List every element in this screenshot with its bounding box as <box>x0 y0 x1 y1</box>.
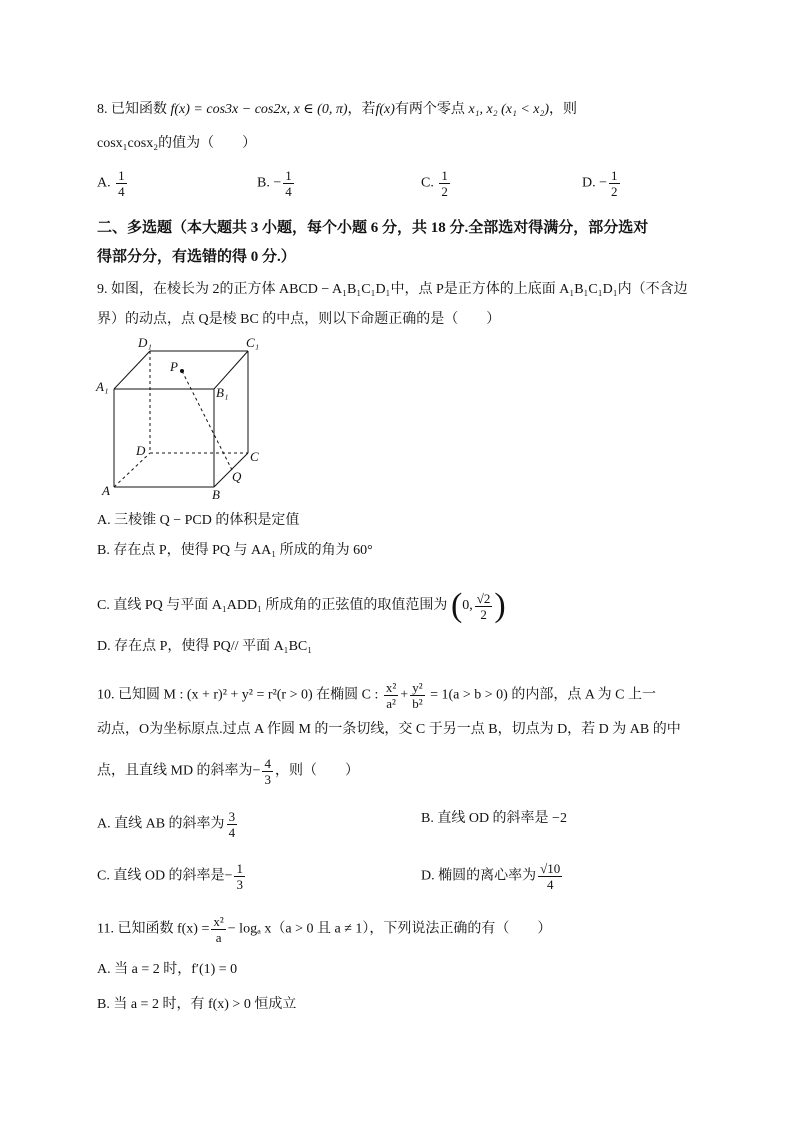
option-d-fraction <box>538 861 562 892</box>
label-p: P <box>170 359 178 374</box>
label-b1: B₁ <box>216 385 229 400</box>
option-fraction <box>116 168 127 199</box>
option-label: B. <box>257 175 270 191</box>
option-sign: − <box>599 175 608 191</box>
denominator: 2 <box>441 184 448 199</box>
option-fraction <box>609 168 620 199</box>
denominator: a <box>211 929 225 945</box>
numerator: x² <box>213 914 224 929</box>
q10-text-pre: 10. 已知圆 M : (x + r)² + y² = r²(r > 0) 在椭圆 C : <box>97 687 379 703</box>
edge-b1-c1 <box>214 351 248 389</box>
numerator: y² <box>412 680 423 695</box>
q10-line1 <box>97 680 656 711</box>
ellipse-y-fraction <box>410 680 424 711</box>
denominator: 3 <box>264 772 271 787</box>
q8-line1 <box>97 100 577 120</box>
option-c-sign: − <box>224 868 233 884</box>
denominator: 4 <box>118 184 125 199</box>
q8-function: f(x) = cos3x − cos2x, x ∈ (0, π) <box>170 102 348 117</box>
q11-option-a[interactable]: A. 当 a = 2 时，f′(1) = 0 <box>97 962 238 977</box>
q10-text-post: = 1(a > b > 0) 的内部，点 A 为 C 上一 <box>430 687 656 703</box>
option-fraction <box>283 168 294 199</box>
option-a-fraction <box>227 809 238 840</box>
q8-option-d[interactable] <box>582 168 622 199</box>
label-c: C <box>250 449 259 464</box>
section2-heading-line1: 二、多选题（本大题共 3 小题，每个小题 6 分，共 18 分.全部选对得满分，部分选对 <box>97 220 649 236</box>
left-paren: ( <box>450 587 463 624</box>
ellipse-x-fraction <box>384 680 398 711</box>
plus-sign: + <box>400 687 409 703</box>
option-label: A. <box>97 175 111 191</box>
q9-option-a[interactable]: A. 三棱锥 Q − PCD 的体积是定值 <box>97 513 300 528</box>
interval-upper-fraction <box>475 591 493 622</box>
label-c1: C₁ <box>246 335 260 350</box>
q9-option-d[interactable]: D. 存在点 P，使得 PQ// 平面 A₁BC₁ <box>97 639 313 654</box>
label-a: A <box>102 483 110 498</box>
label-d: D <box>136 443 146 458</box>
q8-stem: 8. 已知函数 <box>97 102 167 117</box>
numerator: 1 <box>611 168 618 183</box>
q10-line3-end: ，则（ ） <box>274 763 359 779</box>
q8-stem-mid2: 有两个零点 <box>394 102 465 117</box>
q8-option-a[interactable] <box>97 168 129 199</box>
point-p <box>180 369 184 373</box>
option-fraction <box>439 168 450 199</box>
denominator: 4 <box>285 184 292 199</box>
q11-text-pre: 11. 已知函数 f(x) = <box>97 921 210 937</box>
slope-sign: − <box>252 763 261 779</box>
label-b: B <box>212 487 220 502</box>
option-label: C. <box>421 175 434 191</box>
numerator: 4 <box>264 756 271 771</box>
q11-stem <box>97 914 551 945</box>
q10-option-c[interactable] <box>97 861 247 892</box>
label-d1: D₁ <box>138 335 152 350</box>
q10-option-d[interactable] <box>421 861 564 892</box>
numerator: 1 <box>118 168 125 183</box>
q8-zeros: x₁, x₂ (x₁ < x₂) <box>468 102 550 117</box>
option-c-text: C. 直线 PQ 与平面 A₁ADD₁ 所成角的正弦值的取值范围为 <box>97 598 448 614</box>
q9-line2: 界）的动点，点 Q是棱 BC 的中点，则以下命题正确的是（ ） <box>97 312 501 327</box>
q11-fraction <box>211 914 225 945</box>
q10-line3 <box>97 756 359 787</box>
option-label: D. <box>582 175 596 191</box>
interval-lower: 0, <box>462 598 473 614</box>
q9-line1: 9. 如图，在棱长为 2的正方体 ABCD − A₁B₁C₁D₁中，点 P是正方体的上底面 A₁B₁C₁D₁内（不含边 <box>97 282 688 297</box>
right-paren: ) <box>494 587 506 624</box>
q11-option-b[interactable]: B. 当 a = 2 时，有 f(x) > 0 恒成立 <box>97 997 297 1012</box>
q10-line3-text: 点，且直线 MD 的斜率为 <box>97 763 253 779</box>
denominator: b² <box>412 696 423 711</box>
denominator: a² <box>384 695 398 711</box>
q8-fx: f(x) <box>375 102 395 117</box>
q8-stem-mid: ，若 <box>347 102 376 117</box>
option-c-fraction <box>234 861 245 892</box>
q9-option-c[interactable] <box>97 589 506 623</box>
q9-option-b[interactable]: B. 存在点 P，使得 PQ 与 AA₁ 所成的角为 60° <box>97 543 373 558</box>
numerator: 1 <box>236 861 243 876</box>
numerator: 3 <box>228 809 236 824</box>
label-a1: A₁ <box>96 379 109 394</box>
numerator: 1 <box>285 168 292 183</box>
q10-option-b[interactable]: B. 直线 OD 的斜率是 −2 <box>421 811 567 826</box>
cube-figure <box>92 333 282 505</box>
option-a-text: A. 直线 AB 的斜率为 <box>97 816 225 832</box>
q10-option-a[interactable] <box>97 809 239 840</box>
option-d-text: D. 椭圆的离心率为 <box>421 868 537 884</box>
numerator: 1 <box>441 168 448 183</box>
q8-line2: cosx₁cosx₂的值为（ ） <box>97 136 257 151</box>
denominator: 2 <box>611 184 618 199</box>
denominator: 4 <box>228 825 236 840</box>
q8-option-c[interactable] <box>421 168 452 199</box>
numerator: x² <box>385 680 397 695</box>
denominator: 4 <box>538 876 562 892</box>
edge-a1-d1 <box>114 351 150 389</box>
numerator: √10 <box>540 861 561 876</box>
section2-heading-line2: 得部分分，有选错的得 0 分.） <box>97 249 296 265</box>
q8-option-b[interactable] <box>257 168 296 199</box>
label-q: Q <box>232 469 242 484</box>
q10-line2: 动点，O为坐标原点.过点 A 作圆 M 的一条切线，交 C 于另一点 B，切点为 D，若 D 为 AB 的中 <box>97 722 681 737</box>
denominator: 3 <box>236 877 243 892</box>
q8-stem-end: ，则 <box>549 102 578 117</box>
edge-b-c <box>214 453 248 487</box>
numerator: √2 <box>476 590 491 606</box>
edge-a-d-hidden <box>114 453 150 487</box>
option-c-text: C. 直线 OD 的斜率是 <box>97 868 225 884</box>
option-sign: − <box>273 175 282 191</box>
denominator: 2 <box>475 606 493 622</box>
q11-text-post: − logₐ x（a > 0 且 a ≠ 1），下列说法正确的有（ ） <box>227 921 552 937</box>
slope-fraction <box>262 756 273 787</box>
